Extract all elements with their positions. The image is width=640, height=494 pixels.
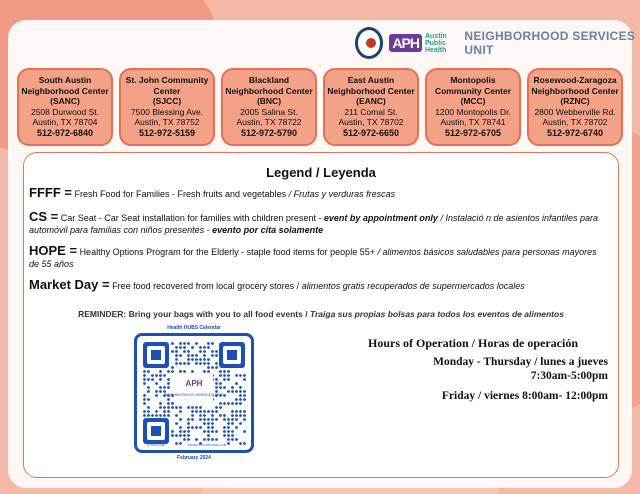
qr-logo-mark: APH xyxy=(185,379,203,388)
center-address: 2800 Webberville Rd. xyxy=(534,106,616,117)
legend-panel xyxy=(23,152,619,478)
legend-code: FFFF = xyxy=(29,185,72,200)
hours-title: Hours of Operation / Horas de operación xyxy=(368,336,578,350)
reminder xyxy=(24,309,618,319)
center-address: 211 Comal St. xyxy=(344,106,398,117)
center-abbr: (BNC) xyxy=(256,96,282,106)
center-abbr: (SJCC) xyxy=(152,96,182,106)
aph-logo xyxy=(389,33,458,54)
centers-row xyxy=(17,68,623,146)
center-phone: 512-972-6840 xyxy=(36,127,94,138)
center-card-rznc xyxy=(527,68,623,146)
hours-weekdays-time: 7:30am-5:00pm xyxy=(530,370,608,382)
center-name: East Austin Neighborhood Center xyxy=(327,75,415,96)
center-card-sjcc xyxy=(119,68,215,146)
qr-code-block[interactable] xyxy=(129,325,259,473)
center-abbr: (SANC) xyxy=(50,96,80,106)
legend-text-es: / Frutas y verduras frescas xyxy=(288,189,396,199)
center-name: South Austin Neighborhood Center xyxy=(21,75,109,96)
center-name: Blackland Neighborhood Center xyxy=(225,75,313,96)
center-address: 7500 Blessing Ave. xyxy=(130,106,204,117)
legend-cs xyxy=(29,211,604,236)
center-name: Montopolis Community Center xyxy=(434,75,512,96)
center-city: Austin, TX 78704 xyxy=(32,117,98,127)
legend-code: CS = xyxy=(29,209,59,224)
center-phone: 512-972-5159 xyxy=(138,127,196,138)
legend-text: Free food recovered from local grocery stores / xyxy=(112,281,300,291)
center-phone: 512-972-5790 xyxy=(240,127,298,138)
legend-market-day xyxy=(29,279,604,292)
center-address: 2508 Durwood St. xyxy=(30,106,100,117)
legend-hope xyxy=(29,245,604,270)
center-abbr: (RZNC) xyxy=(560,96,590,106)
legend-title: Legend / Leyenda xyxy=(266,165,376,180)
center-phone: 512-972-6740 xyxy=(546,127,604,138)
header xyxy=(355,27,640,59)
center-abbr: (MCC) xyxy=(460,96,486,106)
legend-text: Car Seat - Car Seat installation for families with children present - xyxy=(60,213,322,223)
center-phone: 512-972-6705 xyxy=(444,127,502,138)
legend-text-es: / alimentos básicos saludables para personas mayores de 55 años xyxy=(29,247,597,269)
hours-weekdays: Monday - Thursday / lunes a jueves xyxy=(433,356,608,368)
legend-text-es: / Instalació n de asientos infantiles para automóvil para familias con niños presentes - xyxy=(29,213,599,235)
reminder-text: REMINDER: Bring your bags with you to all food events / xyxy=(78,309,308,319)
legend-text-bold-es: evento por cita solamente xyxy=(212,225,324,235)
qr-logo-text: NEIGHBORHOOD SERVICES UNIT xyxy=(164,393,224,397)
center-address: 1200 Montopolis Dr. xyxy=(435,106,511,117)
legend-code: HOPE = xyxy=(29,243,78,258)
hours-block xyxy=(368,336,608,402)
center-city: Austin, TX 78752 xyxy=(134,117,200,127)
legend-text-es: alimentos gratis recuperados de supermercados locales xyxy=(301,281,525,291)
qr-badge: FLOWCODE xyxy=(147,443,165,447)
center-card-mcc xyxy=(425,68,521,146)
legend-text: Fresh Food for Families - Fresh fruits and vegetables xyxy=(74,189,287,199)
center-city: Austin, TX 78741 xyxy=(440,117,506,127)
qr-pattern-icon xyxy=(137,336,251,450)
center-address: 2005 Salina St. xyxy=(240,106,298,117)
center-card-bnc xyxy=(221,68,317,146)
city-seal-icon xyxy=(355,27,383,59)
aph-logo-text: Austin Public Health xyxy=(424,32,447,54)
legend-code: Market Day = xyxy=(29,277,110,292)
legend-ffff xyxy=(29,187,604,200)
center-city: Austin, TX 78702 xyxy=(542,117,608,127)
center-card-eanc xyxy=(323,68,419,146)
legend-text: Healthy Options Program for the Elderly - staple food items for people 55+ xyxy=(79,247,375,257)
center-city: Austin, TX 78722 xyxy=(236,117,302,127)
center-card-sanc xyxy=(17,68,113,146)
unit-title: NEIGHBORHOOD SERVICES UNIT xyxy=(464,29,636,57)
aph-logo-mark: APH xyxy=(389,34,422,52)
center-name: St. John Community Center xyxy=(125,75,209,96)
qr-caption-top: Health HUBS Calendar xyxy=(167,325,221,331)
qr-code[interactable] xyxy=(134,333,254,453)
center-name: Rosewood-Zaragoza Neighborhood Center xyxy=(531,75,619,96)
reminder-text-es: Traiga sus propias bolsas para todos los eventos de alimentos xyxy=(309,309,564,319)
legend-text-bold: event by appointment only xyxy=(323,213,438,223)
center-abbr: (EANC) xyxy=(356,96,386,106)
qr-caption-bottom: February 2024 xyxy=(177,455,211,461)
qr-footer-url: PRIVACY.FLOWCODE.COM xyxy=(187,443,227,447)
center-phone: 512-972-6650 xyxy=(342,127,400,138)
center-city: Austin, TX 78702 xyxy=(338,117,404,127)
hours-friday: Friday / viernes 8:00am- 12:00pm xyxy=(441,390,608,402)
